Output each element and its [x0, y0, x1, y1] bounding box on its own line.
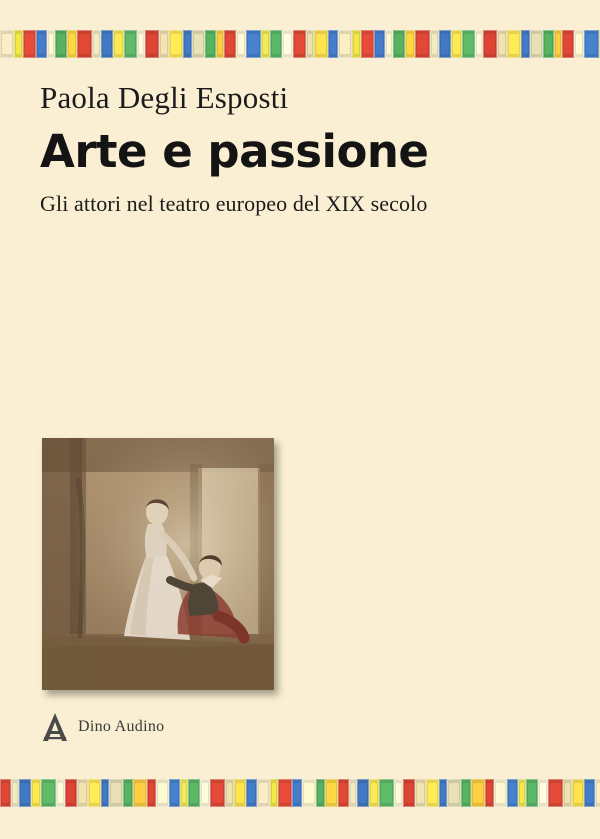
- mosaic-tile: [236, 30, 246, 58]
- mosaic-tile: [147, 779, 156, 807]
- mosaic-tile: [224, 30, 236, 58]
- mosaic-tile: [439, 30, 451, 58]
- mosaic-tile: [77, 30, 92, 58]
- mosaic-tile: [67, 30, 77, 58]
- mosaic-tile: [0, 779, 11, 807]
- mosaic-tile: [352, 30, 361, 58]
- mosaic-tile: [234, 779, 246, 807]
- mosaic-tile: [361, 30, 374, 58]
- audino-a-monogram-icon: [42, 712, 68, 742]
- mosaic-tile: [349, 779, 357, 807]
- cover-illustration: [42, 438, 274, 690]
- mosaic-tile: [451, 30, 462, 58]
- mosaic-tile: [225, 779, 234, 807]
- mosaic-tile: [374, 30, 385, 58]
- mosaic-tile: [101, 779, 109, 807]
- mosaic-tile: [156, 779, 169, 807]
- mosaic-tile: [124, 30, 137, 58]
- mosaic-tile: [507, 779, 518, 807]
- mosaic-tile: [325, 779, 338, 807]
- mosaic-tile: [246, 779, 257, 807]
- mosaic-tile: [216, 30, 224, 58]
- mosaic-tile: [292, 779, 302, 807]
- mosaic-tile: [293, 30, 306, 58]
- mosaic-tile: [88, 779, 101, 807]
- mosaic-tile: [584, 779, 595, 807]
- mosaic-tile: [494, 779, 507, 807]
- mosaic-tile: [595, 779, 600, 807]
- mosaic-tile: [415, 779, 426, 807]
- mosaic-tile: [530, 30, 543, 58]
- mosaic-tile: [471, 779, 485, 807]
- author-name: Paola Degli Esposti: [40, 80, 289, 115]
- mosaic-tile: [41, 779, 56, 807]
- mosaic-tile: [316, 779, 325, 807]
- mosaic-tile: [507, 30, 521, 58]
- mosaic-tile: [554, 30, 562, 58]
- mosaic-tile: [200, 779, 210, 807]
- mosaic-tile: [137, 30, 145, 58]
- mosaic-tile: [369, 779, 379, 807]
- mosaic-tile: [543, 30, 554, 58]
- mosaic-tile: [518, 779, 526, 807]
- mosaic-tile: [159, 30, 169, 58]
- mosaic-tile: [261, 30, 270, 58]
- publisher-block: [42, 712, 164, 742]
- mosaic-tile: [538, 779, 548, 807]
- mosaic-tile: [77, 779, 88, 807]
- mosaic-tile: [101, 30, 113, 58]
- mosaic-tile: [0, 30, 14, 58]
- mosaic-tile: [338, 779, 349, 807]
- mosaic-tile: [278, 779, 292, 807]
- mosaic-tile: [483, 30, 497, 58]
- mosaic-tile: [563, 779, 572, 807]
- mosaic-tile: [562, 30, 574, 58]
- mosaic-tile: [405, 30, 415, 58]
- mosaic-tile: [19, 779, 31, 807]
- publisher-name: Dino Audino: [78, 718, 165, 735]
- mosaic-tile: [584, 30, 599, 58]
- mosaic-tile: [270, 30, 282, 58]
- mosaic-tile: [169, 30, 183, 58]
- mosaic-tile: [11, 779, 19, 807]
- mosaic-tile: [14, 30, 23, 58]
- mosaic-tile: [306, 30, 314, 58]
- mosaic-tile: [574, 30, 584, 58]
- mosaic-tile: [210, 779, 225, 807]
- mosaic-tile: [415, 30, 430, 58]
- mosaic-tile: [314, 30, 328, 58]
- mosaic-tile: [31, 779, 41, 807]
- mosaic-tile: [123, 779, 133, 807]
- mosaic-tile: [393, 30, 405, 58]
- mosaic-tile: [475, 30, 483, 58]
- mosaic-tile: [183, 30, 192, 58]
- book-title: Arte e passione: [40, 125, 429, 178]
- mosaic-tile: [338, 30, 352, 58]
- mosaic-tile: [23, 30, 36, 58]
- book-subtitle: Gli attori nel teatro europeo del XIX secolo: [40, 191, 428, 217]
- mosaic-tile: [461, 779, 471, 807]
- mosaic-border-bottom: [0, 779, 600, 807]
- mosaic-tile: [133, 779, 147, 807]
- mosaic-tile: [403, 779, 415, 807]
- mosaic-border-top: [0, 30, 600, 58]
- mosaic-tile: [36, 30, 47, 58]
- cover-text-block: [40, 80, 560, 217]
- mosaic-tile: [270, 779, 278, 807]
- mosaic-tile: [92, 30, 101, 58]
- mosaic-tile: [56, 779, 65, 807]
- mosaic-tile: [188, 779, 200, 807]
- mosaic-tile: [282, 30, 293, 58]
- mosaic-tile: [145, 30, 159, 58]
- mosaic-tile: [485, 779, 494, 807]
- mosaic-tile: [192, 30, 205, 58]
- mosaic-tile: [385, 30, 393, 58]
- mosaic-tile: [447, 779, 461, 807]
- mosaic-tile: [205, 30, 216, 58]
- mosaic-tile: [430, 30, 439, 58]
- mosaic-tile: [548, 779, 563, 807]
- mosaic-tile: [394, 779, 403, 807]
- mosaic-tile: [47, 30, 55, 58]
- mosaic-tile: [55, 30, 67, 58]
- mosaic-tile: [526, 779, 538, 807]
- mosaic-tile: [328, 30, 338, 58]
- mosaic-tile: [572, 779, 584, 807]
- mosaic-tile: [379, 779, 394, 807]
- mosaic-tile: [521, 30, 530, 58]
- mosaic-tile: [113, 30, 124, 58]
- mosaic-tile: [169, 779, 180, 807]
- mosaic-tile: [497, 30, 507, 58]
- mosaic-tile: [257, 779, 270, 807]
- mosaic-tile: [65, 779, 77, 807]
- mosaic-tile: [246, 30, 261, 58]
- mosaic-tile: [109, 779, 123, 807]
- mosaic-tile: [439, 779, 447, 807]
- mosaic-tile: [180, 779, 188, 807]
- mosaic-tile: [357, 779, 369, 807]
- mosaic-tile: [302, 779, 316, 807]
- mosaic-tile: [426, 779, 439, 807]
- mosaic-tile: [462, 30, 475, 58]
